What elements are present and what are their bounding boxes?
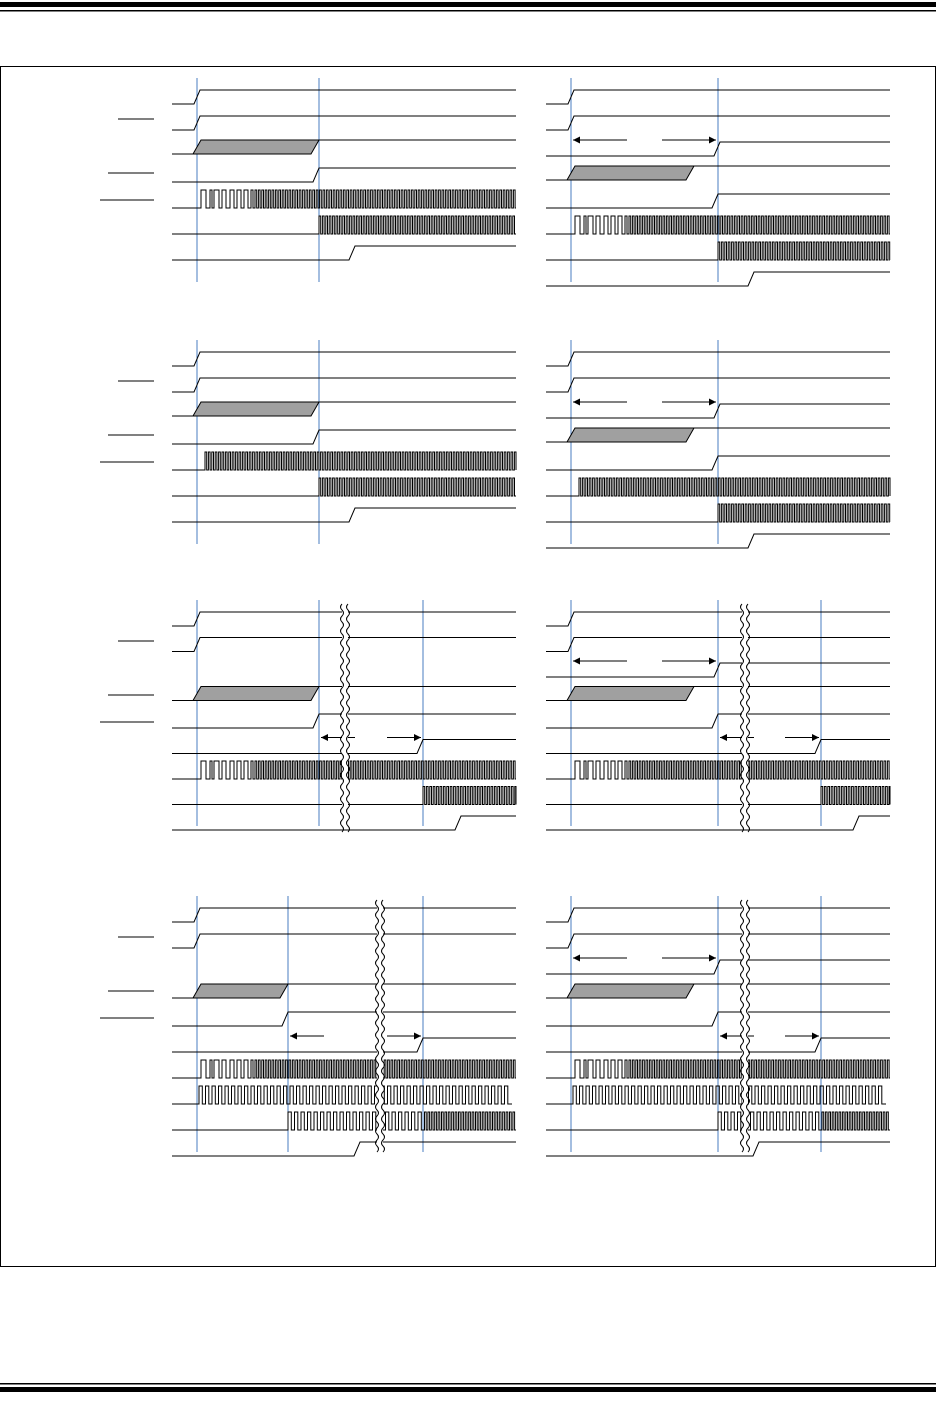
time-break-mark	[341, 604, 350, 832]
time-break-mark	[741, 900, 750, 1152]
timing-panel-r2-c2	[546, 340, 890, 548]
timing-panel-r3-c1	[100, 600, 516, 832]
signal-reset-ramp	[172, 378, 516, 392]
signal-secondary-clock	[172, 1086, 512, 1104]
stabilize-arrow	[720, 1033, 819, 1040]
timing-diagram	[100, 78, 890, 1156]
time-break-mark	[741, 604, 750, 832]
timing-panel-r4-c1	[100, 896, 516, 1156]
timing-panel-r1-c2	[546, 78, 890, 286]
signal-osc-clock	[172, 452, 516, 470]
config-window	[546, 984, 694, 998]
signal-reset-ramp	[172, 116, 516, 130]
signal-power-ramp	[172, 90, 516, 104]
signal-enable	[172, 430, 516, 444]
config-window	[172, 140, 319, 154]
signal-enable	[172, 1012, 516, 1026]
footer-rule	[0, 1383, 936, 1392]
stabilize-arrow	[720, 734, 819, 741]
signal-system-clock	[546, 504, 890, 522]
signal-stable	[172, 1038, 516, 1052]
config-window	[546, 687, 694, 701]
signal-power-ramp	[172, 352, 516, 366]
config-window	[172, 402, 319, 416]
signal-osc-clock	[172, 190, 516, 208]
config-window	[546, 428, 694, 442]
signal-reset-ramp	[172, 934, 516, 948]
delay-arrow	[573, 137, 716, 144]
signal-system-clock	[546, 1112, 890, 1130]
signal-ready	[172, 508, 516, 522]
timing-panel-r4-c2	[546, 896, 890, 1156]
signal-enable	[172, 168, 516, 182]
signal-ready	[172, 246, 516, 260]
signal-secondary-clock	[546, 1086, 886, 1104]
signal-power-ramp	[172, 908, 516, 922]
signal-system-clock	[172, 216, 516, 234]
header-rule	[0, 2, 936, 12]
signal-system-clock	[546, 242, 890, 260]
config-window	[172, 687, 319, 701]
delay-arrow	[573, 955, 716, 962]
timing-panel-r1-c1	[100, 78, 516, 282]
config-window	[172, 984, 288, 998]
signal-osc-clock	[172, 1060, 516, 1078]
signal-system-clock	[172, 1112, 516, 1130]
timing-panel-r3-c2	[546, 600, 890, 832]
timing-panel-r2-c1	[100, 340, 516, 544]
time-break-mark	[376, 900, 385, 1152]
stabilize-arrow	[321, 734, 421, 741]
delay-arrow	[573, 399, 716, 406]
stabilize-arrow	[290, 1033, 421, 1040]
signal-osc-clock	[546, 478, 890, 496]
signal-ready	[172, 1142, 516, 1156]
signal-system-clock	[172, 478, 516, 496]
delay-arrow	[573, 658, 716, 665]
config-window	[546, 166, 694, 180]
